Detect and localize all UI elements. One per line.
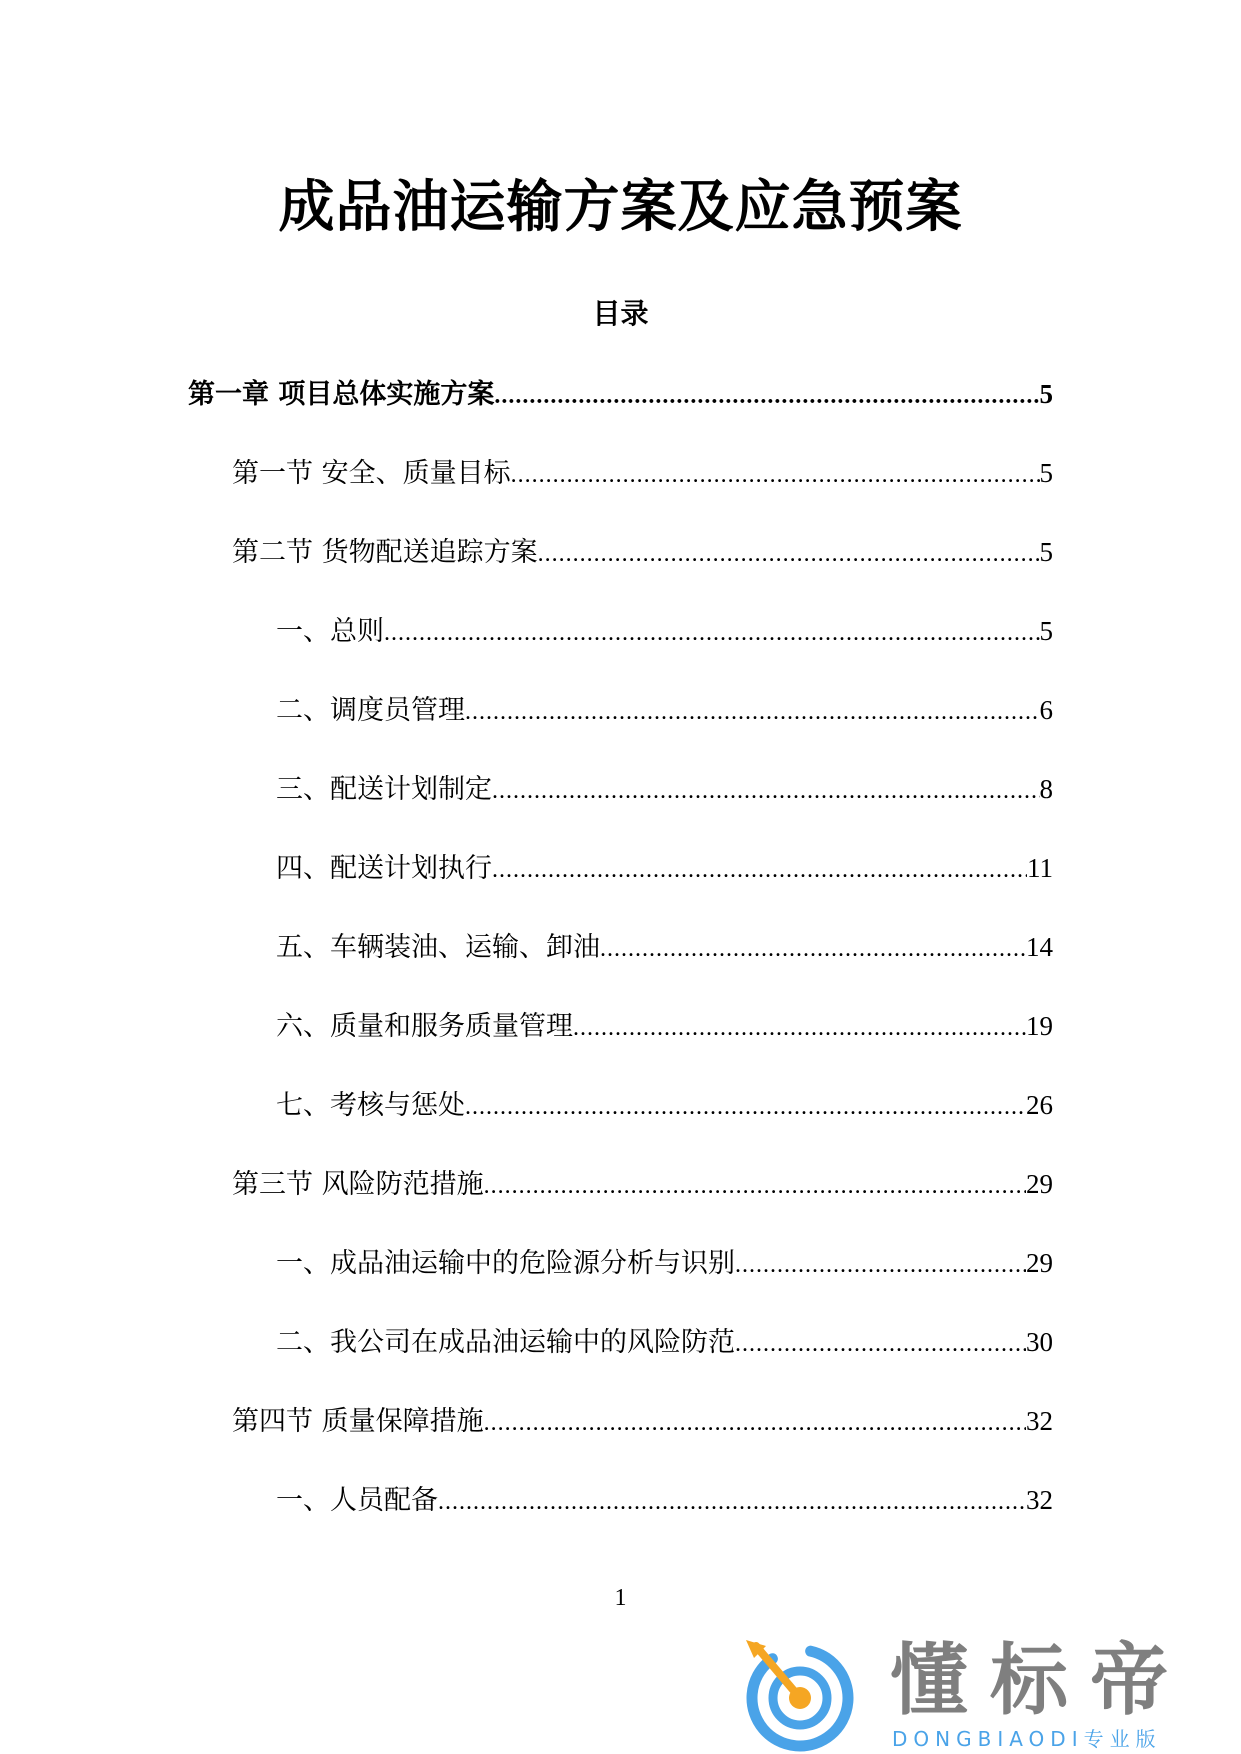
toc-entry[interactable] (0, 1085, 1241, 1125)
toc-leader-dots (573, 1008, 1026, 1048)
toc-leader-dots (465, 692, 1040, 732)
toc-entry-page: 11 (1027, 853, 1053, 883)
toc-leader-dots (484, 1166, 1026, 1206)
toc-entry[interactable] (0, 927, 1241, 967)
toc-entry[interactable] (0, 1164, 1241, 1204)
toc-entry[interactable] (0, 1243, 1241, 1283)
toc-entry[interactable] (0, 453, 1241, 493)
target-arrow-icon (740, 1638, 866, 1754)
toc-entry-title: 第一节 安全、质量目标 (232, 458, 511, 489)
toc-leader-dots (494, 376, 1039, 416)
toc-entry-page: 29 (1026, 1169, 1053, 1199)
toc-entry-page: 6 (1039, 695, 1053, 725)
toc-entry[interactable] (0, 1480, 1241, 1520)
toc-entry-page: 5 (1039, 537, 1053, 567)
toc-entry-title: 三、配送计划制定 (276, 774, 492, 805)
page-number: 1 (614, 1585, 627, 1611)
toc-entry-page: 26 (1026, 1090, 1053, 1120)
toc-leader-dots (484, 1403, 1026, 1443)
toc-entry[interactable] (0, 1401, 1241, 1441)
toc-leader-dots (492, 771, 1040, 811)
document-title: 成品油运输方案及应急预案 (278, 175, 963, 240)
toc-entry-title: 二、调度员管理 (276, 695, 465, 726)
toc-entry-title: 一、总则 (276, 616, 384, 647)
watermark-subtitle: DONGBIAODI专业版 (892, 1727, 1162, 1751)
watermark (740, 1634, 1241, 1754)
toc-entry-page: 29 (1026, 1248, 1053, 1278)
toc-entry-page: 32 (1026, 1485, 1053, 1515)
toc-leader-dots (538, 534, 1040, 574)
toc-leader-dots (438, 1482, 1026, 1522)
toc-leader-dots (735, 1245, 1026, 1285)
toc-entry-title: 第二节 货物配送追踪方案 (232, 537, 538, 568)
toc-entry[interactable] (0, 769, 1241, 809)
toc-entry-title: 四、配送计划执行 (276, 853, 492, 884)
toc-entry-page: 5 (1039, 458, 1053, 488)
toc-entry-page: 5 (1039, 379, 1053, 409)
toc-entry-page: 5 (1039, 616, 1053, 646)
toc-entry[interactable] (0, 374, 1241, 414)
toc-entry[interactable] (0, 611, 1241, 651)
toc-entry-title: 一、成品油运输中的危险源分析与识别 (276, 1248, 735, 1279)
toc-entry-title: 一、人员配备 (276, 1485, 438, 1516)
toc-entry-page: 8 (1039, 774, 1053, 804)
toc-entry[interactable] (0, 1006, 1241, 1046)
toc-leader-dots (511, 455, 1040, 495)
toc-entry-title: 二、我公司在成品油运输中的风险防范 (276, 1327, 735, 1358)
toc-entry-title: 第一章 项目总体实施方案 (188, 379, 495, 410)
watermark-brand: 懂标帝 (890, 1636, 1191, 1726)
toc-entry-page: 32 (1026, 1406, 1053, 1436)
toc-entry[interactable] (0, 690, 1241, 730)
toc-entry-page: 14 (1026, 932, 1053, 962)
toc-leader-dots (465, 1087, 1026, 1127)
toc-entry-title: 五、车辆装油、运输、卸油 (276, 932, 600, 963)
toc-entry[interactable] (0, 848, 1241, 888)
toc-leader-dots (384, 613, 1040, 653)
toc-entry[interactable] (0, 532, 1241, 572)
toc-entry-page: 30 (1026, 1327, 1053, 1357)
toc-entry-title: 七、考核与惩处 (276, 1090, 465, 1121)
toc-entry[interactable] (0, 1322, 1241, 1362)
toc-leader-dots (600, 929, 1026, 969)
toc-leader-dots (735, 1324, 1026, 1364)
toc-leader-dots (492, 850, 1027, 890)
toc-entry-title: 第四节 质量保障措施 (232, 1406, 484, 1437)
toc-entry-title: 六、质量和服务质量管理 (276, 1011, 573, 1042)
toc-entry-title: 第三节 风险防范措施 (232, 1169, 484, 1200)
toc-heading: 目录 (592, 297, 649, 330)
toc-entry-page: 19 (1026, 1011, 1053, 1041)
